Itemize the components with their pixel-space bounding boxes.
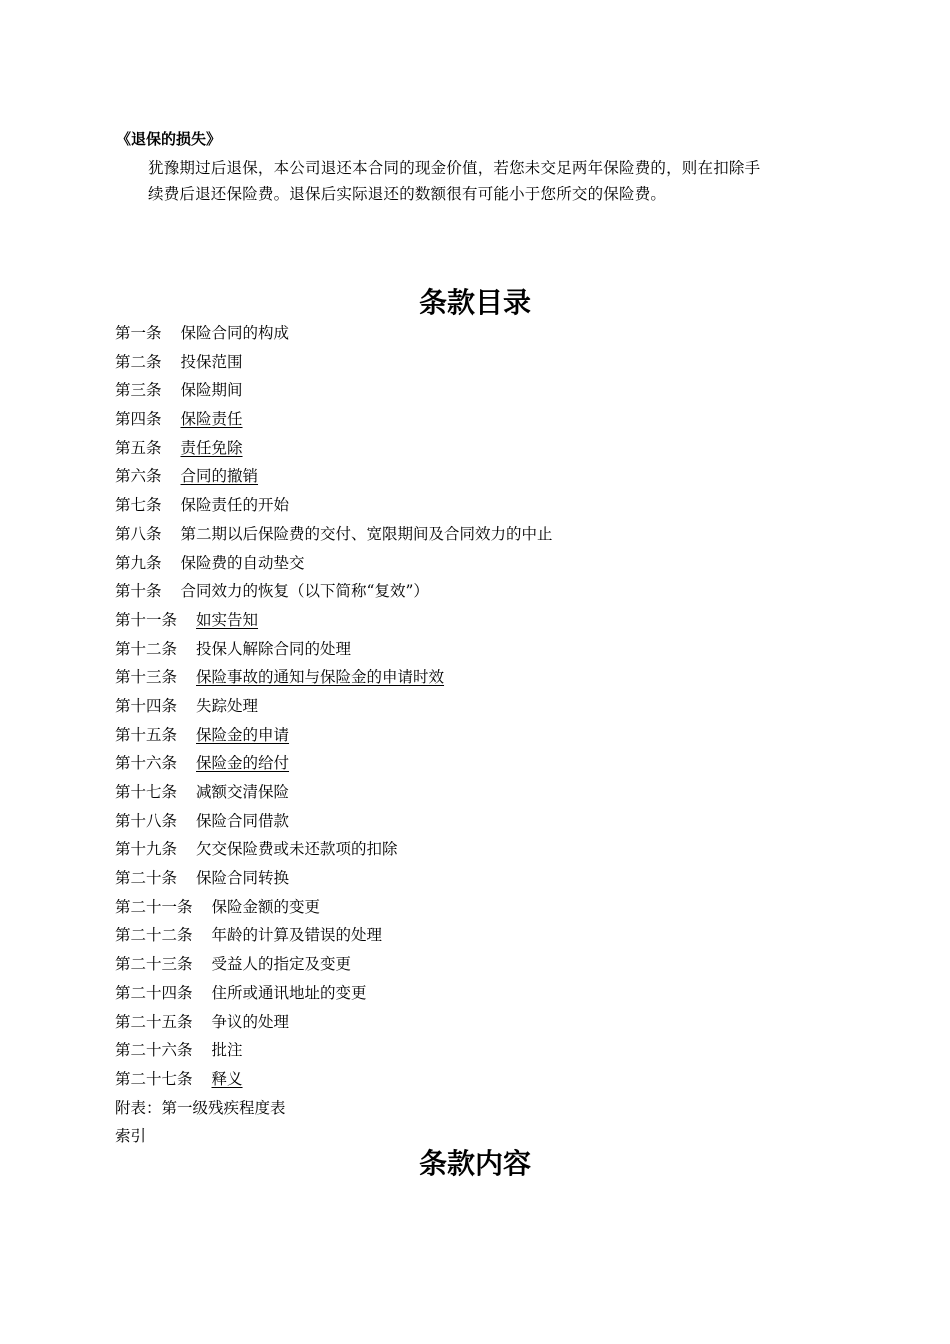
toc-item-label: 争议的处理: [211, 1012, 290, 1031]
toc-item[interactable]: [115, 405, 553, 434]
toc-item: [115, 950, 553, 979]
toc-item: [115, 979, 553, 1008]
toc-item-number: 第二十二条: [115, 926, 193, 945]
toc-item-number: 第七条: [115, 496, 162, 515]
toc-item[interactable]: [115, 663, 553, 692]
toc-item-label: 欠交保险费或未还款项的扣除: [196, 840, 398, 859]
toc-item-label: 减额交清保险: [196, 783, 290, 801]
toc-item[interactable]: [115, 1065, 553, 1094]
toc-item-number: 第十三条: [115, 668, 178, 687]
toc-item: [115, 577, 553, 606]
toc-item-number: 第十五条: [115, 725, 178, 744]
toc-item-number: 第十九条: [115, 840, 178, 859]
toc-item-link[interactable]: 合同的撤销: [180, 467, 259, 486]
toc-item-number: 第十四条: [115, 696, 178, 715]
toc-item: [115, 692, 553, 721]
toc-item-label: 保险金额的变更: [211, 897, 321, 916]
table-of-contents: [115, 319, 553, 1151]
toc-item: [115, 348, 553, 377]
toc-item: [115, 921, 553, 950]
toc-item: [115, 1094, 553, 1123]
toc-item-number: 第十条: [115, 582, 162, 601]
toc-item-number: 第二十六条: [115, 1041, 193, 1060]
toc-item-number: 第二十七条: [115, 1069, 193, 1088]
toc-item-label: 失踪处理: [196, 696, 259, 715]
toc-item-label: 保险费的自动垫交: [180, 553, 305, 572]
toc-item-label: 保险合同借款: [196, 811, 290, 830]
toc-item-number: 第二十五条: [115, 1012, 193, 1031]
toc-item-label: 保险合同的构成: [180, 324, 290, 342]
toc-item[interactable]: [115, 749, 553, 778]
toc-item-link[interactable]: 释义: [211, 1069, 243, 1088]
toc-item: [115, 835, 553, 864]
toc-item-label: 索引: [115, 1127, 147, 1146]
toc-item-label: 住所或通讯地址的变更: [211, 983, 367, 1002]
toc-item-label: 投保范围: [180, 352, 243, 371]
toc-title: 条款目录: [418, 286, 531, 319]
toc-item-label: 投保人解除合同的处理: [196, 639, 352, 658]
toc-item-number: 第九条: [115, 553, 162, 572]
toc-item-number: 第二十一条: [115, 897, 193, 916]
toc-item-number: 第十七条: [115, 783, 178, 801]
toc-item-number: 第十六条: [115, 754, 178, 773]
toc-item: [115, 807, 553, 836]
paragraph-line: 续费后退还保险费。退保后实际退还的数额很有可能小于您所交的保险费。: [148, 185, 667, 203]
toc-item-number: 第三条: [115, 381, 162, 400]
toc-item[interactable]: [115, 721, 553, 750]
toc-item: [115, 893, 553, 922]
toc-item-link[interactable]: 保险责任: [180, 410, 243, 429]
toc-item-label: 保险期间: [180, 381, 243, 400]
toc-item: [115, 319, 553, 348]
toc-item-label: 合同效力的恢复（以下简称“复效”）: [180, 582, 429, 601]
toc-item-label: 保险合同转换: [196, 869, 290, 888]
toc-item-number: 第二条: [115, 352, 162, 371]
toc-item-number: 第十一条: [115, 610, 178, 629]
toc-item-number: 第一条: [115, 324, 162, 342]
toc-item: [115, 1036, 553, 1065]
toc-item-link[interactable]: 责任免除: [180, 438, 243, 457]
toc-item: [115, 376, 553, 405]
toc-item: [115, 635, 553, 664]
toc-item-number: 第二十条: [115, 869, 178, 888]
toc-item-number: 第二十四条: [115, 983, 193, 1002]
toc-item: [115, 520, 553, 549]
toc-item-label: 第二期以后保险费的交付、宽限期间及合同效力的中止: [180, 524, 553, 543]
content-title: 条款内容: [418, 1147, 531, 1180]
toc-item-label: 附表：第一级残疾程度表: [115, 1098, 286, 1117]
toc-item: [115, 1008, 553, 1037]
section-heading-surrender-loss: 《退保的损失》: [116, 130, 222, 148]
toc-item-number: 第十二条: [115, 639, 178, 658]
toc-item-number: 第二十三条: [115, 955, 193, 974]
toc-item: [115, 549, 553, 578]
toc-item-number: 第十八条: [115, 811, 178, 830]
toc-item[interactable]: [115, 434, 553, 463]
toc-item-label: 受益人的指定及变更: [211, 955, 352, 974]
toc-item-link[interactable]: 保险金的申请: [196, 725, 290, 744]
toc-item: [115, 491, 553, 520]
toc-item-label: 年龄的计算及错误的处理: [211, 926, 383, 945]
toc-item[interactable]: [115, 462, 553, 491]
toc-item[interactable]: [115, 606, 553, 635]
toc-item-number: 第五条: [115, 438, 162, 457]
toc-item: [115, 778, 553, 807]
toc-item-number: 第四条: [115, 410, 162, 429]
toc-item-number: 第六条: [115, 467, 162, 486]
toc-item-link[interactable]: 保险事故的通知与保险金的申请时效: [196, 668, 445, 687]
toc-item-label: 批注: [211, 1041, 243, 1060]
toc-item-label: 保险责任的开始: [180, 496, 290, 515]
surrender-loss-paragraph: [148, 155, 843, 207]
toc-item-link[interactable]: 如实告知: [196, 610, 259, 629]
toc-item-number: 第八条: [115, 524, 162, 543]
toc-item: [115, 864, 553, 893]
toc-item-link[interactable]: 保险金的给付: [196, 754, 290, 773]
paragraph-line: 犹豫期过后退保，本公司退还本合同的现金价值，若您未交足两年保险费的，则在扣除手: [148, 159, 761, 177]
